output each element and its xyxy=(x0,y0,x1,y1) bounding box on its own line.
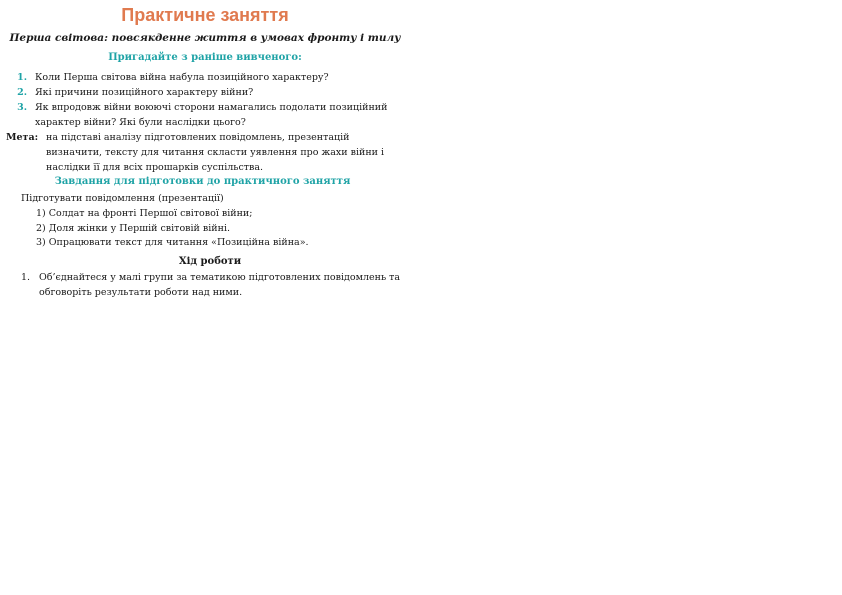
lesson-goal xyxy=(6,130,404,175)
question-text: Як впродовж війни воюючі сторони намагались подолати позиційний характер війни? Які були наслідки цього? xyxy=(35,102,388,128)
step-text: Об’єднайтеся у малі групи за тематикою підготовлених повідомлень та обговоріть результати роботи над ними. xyxy=(39,272,401,298)
lesson-subtitle: Перша світова: повсякденне життя в умовах фронту і тилу xyxy=(9,32,401,44)
prep-list xyxy=(36,207,309,251)
question-list xyxy=(0,70,410,130)
question-text: Які причини позиційного характеру війни? xyxy=(35,87,254,98)
list-item: 1) Солдат на фронті Першої світової війни; xyxy=(36,208,253,219)
step-number: 1. xyxy=(21,272,31,283)
prep-intro: Підготувати повідомлення (презентації) xyxy=(21,193,224,204)
question-number: 2. xyxy=(17,87,27,98)
tasks-heading: Завдання для підготовки до практичного заняття xyxy=(54,176,351,187)
work-step xyxy=(21,270,406,300)
question-number: 1. xyxy=(17,72,27,83)
list-item: 3) Опрацювати текст для читання «Позиційна війна». xyxy=(36,237,309,248)
page-title: Практичне заняття xyxy=(121,5,289,25)
goal-label: Мета: xyxy=(6,132,39,143)
list-item xyxy=(0,70,410,85)
recall-heading: Пригадайте з раніше вивченого: xyxy=(108,52,302,63)
list-item xyxy=(0,100,410,130)
goal-text: на підставі аналізу підготовлених повідомлень, презентацій визначити, тексту для читання скласти уявлення про жахи війни і наслідки її для всіх прошарків суспільства. xyxy=(46,132,385,173)
question-text: Коли Перша світова війна набула позиційного характеру? xyxy=(35,72,329,83)
list-item xyxy=(0,85,410,100)
list-item: 2) Доля жінки у Першій світовій війні. xyxy=(36,222,231,234)
question-number: 3. xyxy=(17,102,27,113)
work-heading: Хід роботи xyxy=(178,256,242,267)
